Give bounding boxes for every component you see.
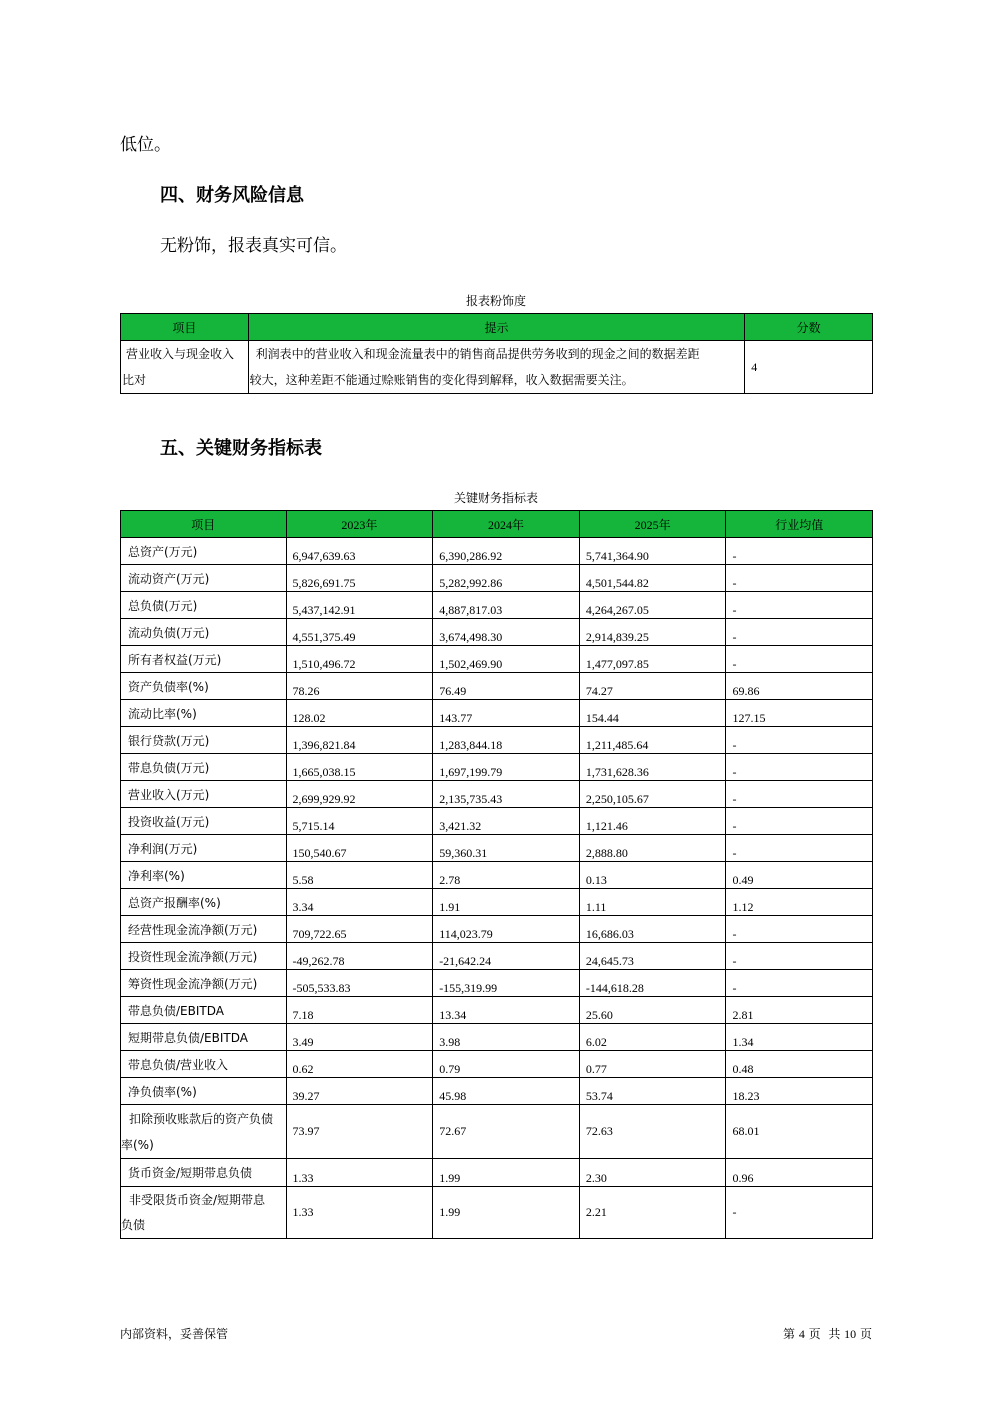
- table-header-row: [121, 511, 873, 538]
- table-row: [121, 700, 873, 727]
- row-label: 净负债率(%): [121, 1078, 287, 1105]
- row-label: 资产负债率(%): [121, 673, 287, 700]
- value-industry-average: -: [726, 1187, 873, 1239]
- column-header-2025: [579, 511, 726, 538]
- value-2025: 1,731,628.36: [579, 754, 726, 781]
- value-2023: 5,826,691.75: [286, 565, 433, 592]
- value-industry-average: 68.01: [726, 1105, 873, 1159]
- value-2025: 2,888.80: [579, 835, 726, 862]
- row-label: 净利率(%): [121, 862, 287, 889]
- row-label-line-1: 扣除预收账款后的资产负债: [129, 1111, 274, 1126]
- value-industry-average: -: [726, 565, 873, 592]
- value-2023: 3.49: [286, 1024, 433, 1051]
- footer-total-prefix: 共: [828, 1327, 841, 1341]
- section-heading-financial-risk: 四、财务风险信息: [160, 185, 304, 206]
- value-2024: 2.78: [433, 862, 580, 889]
- value-2023: 5,437,142.91: [286, 592, 433, 619]
- value-2023: 709,722.65: [286, 916, 433, 943]
- column-header-2024: [433, 511, 580, 538]
- row-label: 带息负债/营业收入: [121, 1051, 287, 1078]
- table-row: [121, 916, 873, 943]
- value-industry-average: 1.12: [726, 889, 873, 916]
- value-2023: -49,262.78: [286, 943, 433, 970]
- value-industry-average: 1.34: [726, 1024, 873, 1051]
- table-row: [121, 673, 873, 700]
- value-2025: 53.74: [579, 1078, 726, 1105]
- window-dressing-table: [120, 313, 873, 394]
- table-row: [121, 1105, 873, 1159]
- paragraph-tail: 低位。: [120, 135, 171, 155]
- table-row: [121, 889, 873, 916]
- value-2023: 128.02: [286, 700, 433, 727]
- row-label-line-2: 率(%): [121, 1137, 154, 1152]
- column-header-hint: 提示: [248, 314, 745, 341]
- row-label: [121, 1105, 287, 1159]
- row-label: 投资性现金流净额(万元): [121, 943, 287, 970]
- value-2024: 3.98: [433, 1024, 580, 1051]
- table-caption-key-indicators: 关键财务指标表: [453, 491, 538, 505]
- table-row: [121, 997, 873, 1024]
- value-2023: 78.26: [286, 673, 433, 700]
- value-2023: 150,540.67: [286, 835, 433, 862]
- table-row: [121, 808, 873, 835]
- hint-line-1: 利润表中的营业收入和现金流量表中的销售商品提供劳务收到的现金之间的数据差距: [255, 347, 700, 361]
- row-label: 净利润(万元): [121, 835, 287, 862]
- table-row: [121, 619, 873, 646]
- value-2024: 5,282,992.86: [433, 565, 580, 592]
- table-row: [121, 862, 873, 889]
- table-row: [121, 943, 873, 970]
- footer-page-word: 页: [808, 1327, 821, 1341]
- column-header-2023: [286, 511, 433, 538]
- value-2024: 1.99: [433, 1187, 580, 1239]
- footer-current-page: 4: [798, 1327, 805, 1341]
- row-label: 经营性现金流净额(万元): [121, 916, 287, 943]
- table-row: [121, 1187, 873, 1239]
- value-2025: -144,618.28: [579, 970, 726, 997]
- value-industry-average: -: [726, 808, 873, 835]
- value-2024: 114,023.79: [433, 916, 580, 943]
- table-row: [121, 727, 873, 754]
- value-2023: 1,396,821.84: [286, 727, 433, 754]
- value-2025: 2.30: [579, 1159, 726, 1187]
- footer-page-suffix: 页: [859, 1327, 872, 1341]
- column-header-item: 项目: [121, 511, 287, 538]
- value-2023: -505,533.83: [286, 970, 433, 997]
- footer-confidential-note: 内部资料，妥善保管: [120, 1327, 229, 1341]
- row-label: 货币资金/短期带息负债: [121, 1159, 287, 1187]
- value-2025: 1,211,485.64: [579, 727, 726, 754]
- value-industry-average: 0.49: [726, 862, 873, 889]
- value-2024: 1,697,199.79: [433, 754, 580, 781]
- value-industry-average: -: [726, 592, 873, 619]
- value-2025: 1,121.46: [579, 808, 726, 835]
- value-2024: 13.34: [433, 997, 580, 1024]
- value-2024: 1,502,469.90: [433, 646, 580, 673]
- value-2025: 24,645.73: [579, 943, 726, 970]
- value-2024: 59,360.31: [433, 835, 580, 862]
- value-2024: 3,421.32: [433, 808, 580, 835]
- value-industry-average: 69.86: [726, 673, 873, 700]
- value-2024: -21,642.24: [433, 943, 580, 970]
- row-label: 银行贷款(万元): [121, 727, 287, 754]
- row-label: 总负债(万元): [121, 592, 287, 619]
- value-2024: 2,135,735.43: [433, 781, 580, 808]
- table-row: [121, 646, 873, 673]
- table-row: [121, 835, 873, 862]
- risk-summary-text: 无粉饰，报表真实可信。: [160, 236, 347, 256]
- value-2024: 1.91: [433, 889, 580, 916]
- score-cell: 4: [745, 341, 873, 394]
- item-line-1: 营业收入与现金收入: [126, 347, 235, 361]
- value-2023: 5,715.14: [286, 808, 433, 835]
- value-2025: 25.60: [579, 997, 726, 1024]
- value-2023: 4,551,375.49: [286, 619, 433, 646]
- value-2023: 6,947,639.63: [286, 538, 433, 565]
- footer-total-pages: 10: [844, 1327, 857, 1341]
- value-2024: 1.99: [433, 1159, 580, 1187]
- item-line-2: 比对: [122, 373, 147, 387]
- value-2025: 0.13: [579, 862, 726, 889]
- table-row: [121, 1078, 873, 1105]
- value-2025: 0.77: [579, 1051, 726, 1078]
- item-cell: [121, 341, 249, 394]
- table-row: [121, 970, 873, 997]
- value-2023: 7.18: [286, 997, 433, 1024]
- table-row: [121, 1051, 873, 1078]
- row-label: 总资产(万元): [121, 538, 287, 565]
- value-2024: 76.49: [433, 673, 580, 700]
- year-2025-label: 2025年: [634, 517, 671, 532]
- row-label: 流动负债(万元): [121, 619, 287, 646]
- table-row: [121, 538, 873, 565]
- table-row: [121, 341, 873, 394]
- value-2024: -155,319.99: [433, 970, 580, 997]
- value-2023: 73.97: [286, 1105, 433, 1159]
- row-label: 筹资性现金流净额(万元): [121, 970, 287, 997]
- key-indicators-table: [120, 510, 873, 1239]
- value-2024: 3,674,498.30: [433, 619, 580, 646]
- value-industry-average: -: [726, 727, 873, 754]
- column-header-score: 分数: [745, 314, 873, 341]
- value-industry-average: 0.96: [726, 1159, 873, 1187]
- value-2024: 4,887,817.03: [433, 592, 580, 619]
- table-row: [121, 1024, 873, 1051]
- value-2023: 0.62: [286, 1051, 433, 1078]
- row-label: 短期带息负债/EBITDA: [121, 1024, 287, 1051]
- value-2025: 6.02: [579, 1024, 726, 1051]
- value-industry-average: -: [726, 754, 873, 781]
- column-header-item: 项目: [121, 314, 249, 341]
- row-label-line-2: 负债: [121, 1217, 146, 1232]
- row-label: 带息负债(万元): [121, 754, 287, 781]
- table-row: [121, 754, 873, 781]
- row-label-line-1: 非受限货币资金/短期带息: [129, 1192, 266, 1207]
- value-2023: 3.34: [286, 889, 433, 916]
- value-2024: 1,283,844.18: [433, 727, 580, 754]
- footer-page-number: [783, 1325, 872, 1342]
- value-2023: 1,510,496.72: [286, 646, 433, 673]
- value-2025: 4,264,267.05: [579, 592, 726, 619]
- value-industry-average: -: [726, 970, 873, 997]
- value-industry-average: -: [726, 835, 873, 862]
- table-row: [121, 1159, 873, 1187]
- value-2024: 6,390,286.92: [433, 538, 580, 565]
- row-label: [121, 1187, 287, 1239]
- value-2025: 2,914,839.25: [579, 619, 726, 646]
- value-2023: 39.27: [286, 1078, 433, 1105]
- value-2025: 5,741,364.90: [579, 538, 726, 565]
- row-label: 流动比率(%): [121, 700, 287, 727]
- value-2024: 45.98: [433, 1078, 580, 1105]
- row-label: 投资收益(万元): [121, 808, 287, 835]
- value-2025: 72.63: [579, 1105, 726, 1159]
- value-industry-average: -: [726, 646, 873, 673]
- value-2023: 1.33: [286, 1159, 433, 1187]
- row-label: 总资产报酬率(%): [121, 889, 287, 916]
- value-2025: 4,501,544.82: [579, 565, 726, 592]
- value-2024: 72.67: [433, 1105, 580, 1159]
- section-heading-key-indicators: 五、关键财务指标表: [160, 438, 322, 459]
- value-industry-average: 127.15: [726, 700, 873, 727]
- row-label: 带息负债/EBITDA: [121, 997, 287, 1024]
- value-industry-average: -: [726, 781, 873, 808]
- value-industry-average: 2.81: [726, 997, 873, 1024]
- table-header-row: [121, 314, 873, 341]
- value-2023: 1,665,038.15: [286, 754, 433, 781]
- value-industry-average: 18.23: [726, 1078, 873, 1105]
- value-2025: 154.44: [579, 700, 726, 727]
- value-2023: 1.33: [286, 1187, 433, 1239]
- table-row: [121, 781, 873, 808]
- value-2023: 5.58: [286, 862, 433, 889]
- table-row: [121, 592, 873, 619]
- year-2024-label: 2024年: [488, 517, 525, 532]
- value-2024: 143.77: [433, 700, 580, 727]
- value-2025: 2.21: [579, 1187, 726, 1239]
- row-label: 营业收入(万元): [121, 781, 287, 808]
- hint-cell: [248, 341, 745, 394]
- value-2023: 2,699,929.92: [286, 781, 433, 808]
- value-industry-average: -: [726, 538, 873, 565]
- value-industry-average: -: [726, 943, 873, 970]
- footer-page-prefix: 第: [782, 1327, 795, 1341]
- value-industry-average: 0.48: [726, 1051, 873, 1078]
- value-industry-average: -: [726, 916, 873, 943]
- year-2023-label: 2023年: [341, 517, 378, 532]
- row-label: 所有者权益(万元): [121, 646, 287, 673]
- value-2025: 1.11: [579, 889, 726, 916]
- value-2025: 16,686.03: [579, 916, 726, 943]
- value-2025: 2,250,105.67: [579, 781, 726, 808]
- value-2025: 1,477,097.85: [579, 646, 726, 673]
- column-header-industry-average: 行业均值: [726, 511, 873, 538]
- value-2025: 74.27: [579, 673, 726, 700]
- value-industry-average: -: [726, 619, 873, 646]
- value-2024: 0.79: [433, 1051, 580, 1078]
- hint-line-2: 较大，这种差距不能通过赊账销售的变化得到解释，收入数据需要关注。: [249, 373, 634, 387]
- table-row: [121, 565, 873, 592]
- table-caption-window-dressing: 报表粉饰度: [465, 294, 526, 308]
- row-label: 流动资产(万元): [121, 565, 287, 592]
